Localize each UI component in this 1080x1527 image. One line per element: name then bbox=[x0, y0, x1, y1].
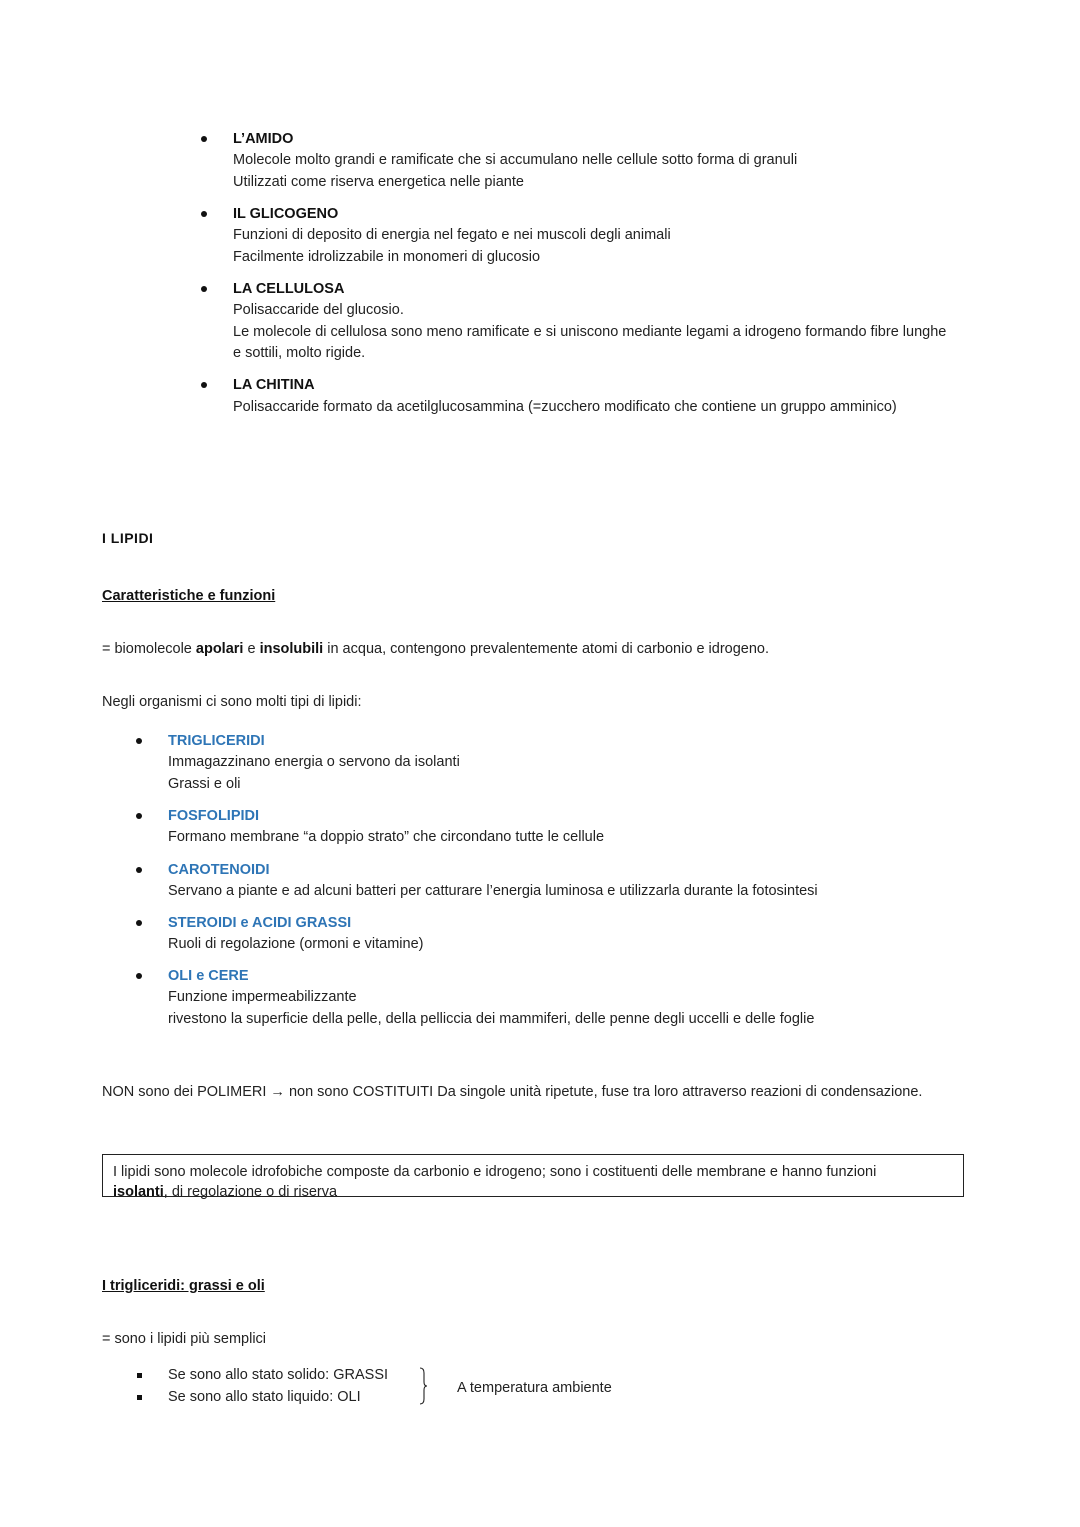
temperature-note: A temperatura ambiente bbox=[457, 1380, 612, 1396]
bullet-icon bbox=[136, 867, 142, 873]
bullet-icon bbox=[201, 382, 207, 388]
bold-span: insolubili bbox=[259, 641, 324, 657]
bold-span: isolanti bbox=[113, 1184, 164, 1200]
subheading: Caratteristiche e funzioni bbox=[102, 588, 276, 604]
item-line: Facilmente idrolizzabile in monomeri di glucosio bbox=[233, 249, 541, 265]
item-line: Utilizzati come riserva energetica nelle piante bbox=[233, 174, 524, 190]
item-title: L’AMIDO bbox=[233, 131, 294, 147]
text-span: , di regolazione o di riserva bbox=[163, 1184, 338, 1200]
text-span: in acqua, contengono prevalentemente atomi di carbonio e idrogeno. bbox=[323, 641, 769, 657]
item-title: LA CELLULOSA bbox=[233, 281, 345, 297]
list-item: Se sono allo stato liquido: OLI bbox=[168, 1389, 361, 1405]
bullet-icon bbox=[201, 136, 207, 142]
bullet-icon bbox=[201, 286, 207, 292]
section-heading: I LIPIDI bbox=[102, 530, 154, 546]
summary-line bbox=[113, 1182, 963, 1202]
list-item: Se sono allo stato solido: GRASSI bbox=[168, 1367, 389, 1383]
item-line: e sottili, molto rigide. bbox=[233, 345, 366, 361]
summary-line: I lipidi sono molecole idrofobiche composte da carbonio e idrogeno; sono i costituenti delle membrane e hanno funzioni bbox=[113, 1164, 877, 1180]
item-title: IL GLICOGENO bbox=[233, 206, 339, 222]
text-span: = biomolecole bbox=[102, 641, 196, 657]
square-bullet-icon bbox=[137, 1395, 142, 1400]
item-title: TRIGLICERIDI bbox=[168, 733, 265, 749]
bullet-icon bbox=[136, 920, 142, 926]
polymer-note: NON sono dei POLIMERI → non sono COSTITUITI Da singole unità ripetute, fuse tra loro attraverso reazioni di condensazione. bbox=[102, 1084, 923, 1100]
item-title: LA CHITINA bbox=[233, 377, 315, 393]
item-line: Formano membrane “a doppio strato” che circondano tutte le cellule bbox=[168, 829, 605, 845]
text-span: e bbox=[243, 641, 260, 657]
bullet-icon bbox=[201, 211, 207, 217]
item-line: Polisaccaride del glucosio. bbox=[233, 302, 404, 318]
item-line: Servano a piante e ad alcuni batteri per catturare l’energia luminosa e utilizzarla durante la fotosintesi bbox=[168, 883, 818, 899]
item-line: rivestono la superficie della pelle, della pelliccia dei mammiferi, delle penne degli uccelli e delle foglie bbox=[168, 1011, 815, 1027]
bullet-icon bbox=[136, 813, 142, 819]
item-line: Grassi e oli bbox=[168, 776, 241, 792]
item-line: Funzione impermeabilizzante bbox=[168, 989, 357, 1005]
right-brace-icon bbox=[419, 1367, 427, 1405]
item-title: STEROIDI e ACIDI GRASSI bbox=[168, 915, 352, 931]
item-line: Molecole molto grandi e ramificate che si accumulano nelle cellule sotto forma di granuli bbox=[233, 152, 798, 168]
bullet-icon bbox=[136, 738, 142, 744]
intro-text: Negli organismi ci sono molti tipi di lipidi: bbox=[102, 694, 362, 710]
item-title: CAROTENOIDI bbox=[168, 862, 270, 878]
summary-box bbox=[102, 1154, 964, 1200]
item-title: FOSFOLIPIDI bbox=[168, 808, 260, 824]
item-line: Funzioni di deposito di energia nel fegato e nei muscoli degli animali bbox=[233, 227, 671, 243]
item-line: Ruoli di regolazione (ormoni e vitamine) bbox=[168, 936, 424, 952]
definition-text bbox=[102, 639, 769, 661]
square-bullet-icon bbox=[137, 1373, 142, 1378]
subheading: I trigliceridi: grassi e oli bbox=[102, 1278, 265, 1294]
bullet-icon bbox=[136, 973, 142, 979]
intro-text: = sono i lipidi più semplici bbox=[102, 1331, 267, 1347]
bold-span: apolari bbox=[195, 641, 244, 657]
item-line: Polisaccaride formato da acetilglucosammina (=zucchero modificato che contiene un gruppo amminico) bbox=[233, 399, 897, 415]
item-line: Le molecole di cellulosa sono meno ramificate e si uniscono mediante legami a idrogeno formando fibre lunghe bbox=[233, 324, 947, 340]
item-title: OLI e CERE bbox=[168, 968, 249, 984]
item-line: Immagazzinano energia o servono da isolanti bbox=[168, 754, 460, 770]
